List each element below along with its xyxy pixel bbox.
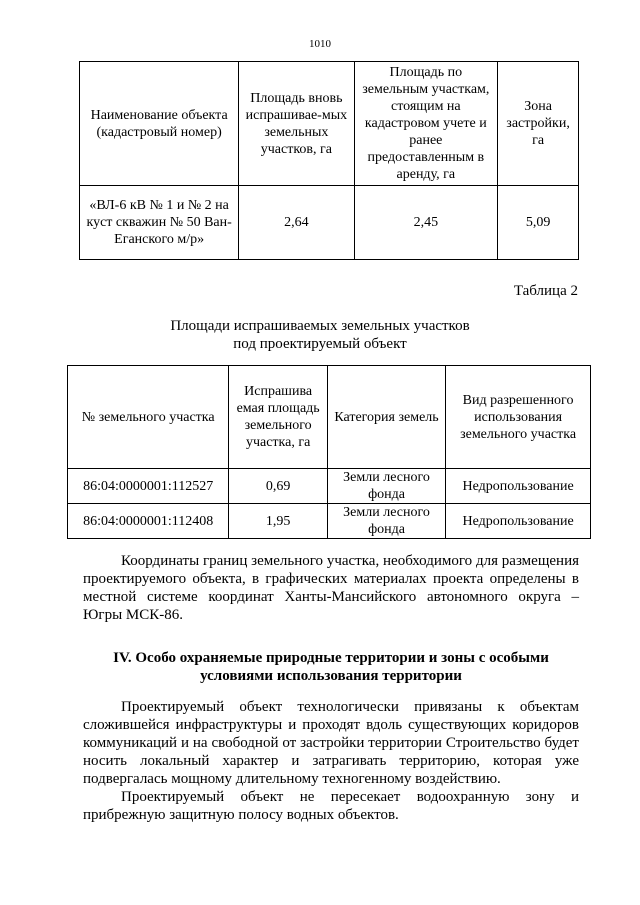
cell-registered-area: 2,45 bbox=[354, 186, 498, 260]
header-land-category: Категория земель bbox=[327, 366, 445, 469]
header-object-name: Наименование объекта (кадастровый номер) bbox=[80, 62, 239, 186]
header-new-area: Площадь вновь испрашивае-мых земельных участков, га bbox=[239, 62, 354, 186]
cell-requested-area: 0,69 bbox=[229, 469, 328, 504]
cell-permitted-use: Недропользование bbox=[446, 504, 591, 539]
requested-plots-table bbox=[67, 365, 591, 539]
header-building-zone: Зона застройки, га bbox=[498, 62, 579, 186]
cell-plot-number: 86:04:0000001:112527 bbox=[68, 469, 229, 504]
table-row bbox=[80, 186, 579, 260]
section-heading: IV. Особо охраняемые природные территории и зоны с особыми условиями использования территории bbox=[113, 650, 549, 684]
header-plot-number: № земельного участка bbox=[68, 366, 229, 469]
table-row bbox=[68, 469, 591, 504]
table-title-line: под проектируемый объект bbox=[233, 336, 407, 352]
cell-land-category: Земли лесного фонда bbox=[327, 504, 445, 539]
table-title bbox=[0, 317, 640, 353]
cell-permitted-use: Недропользование bbox=[446, 469, 591, 504]
header-permitted-use: Вид разрешенного использования земельного участка bbox=[446, 366, 591, 469]
table-header-row bbox=[80, 62, 579, 186]
cell-building-zone: 5,09 bbox=[498, 186, 579, 260]
page-number: 1010 bbox=[309, 38, 331, 50]
coordinates-paragraph: Координаты границ земельного участка, необходимого для размещения проектируемого объекта, в графических материалах проекта определены в местной системе координат Ханты-Мансийского автономного округа – Югры МСК-86. bbox=[83, 553, 579, 623]
land-area-table bbox=[79, 61, 579, 260]
cell-new-area: 2,64 bbox=[239, 186, 354, 260]
table-row bbox=[68, 504, 591, 539]
table-title-line: Площади испрашиваемых земельных участков bbox=[170, 318, 470, 334]
body-paragraph: Проектируемый объект не пересекает водоохранную зону и прибрежную защитную полосу водных объектов. bbox=[83, 789, 579, 823]
table-caption: Таблица 2 bbox=[513, 283, 578, 299]
header-registered-area: Площадь по земельным участкам, стоящим на кадастровом учете и ранее предоставленным в аренду, га bbox=[354, 62, 498, 186]
cell-plot-number: 86:04:0000001:112408 bbox=[68, 504, 229, 539]
cell-requested-area: 1,95 bbox=[229, 504, 328, 539]
body-paragraph: Проектируемый объект технологически привязаны к объектам сложившейся инфраструктуры и проходят вдоль существующих коридоров коммуникаций и на свободной от застройки территории Строительство будет носить локальный характер и затрагивать территорию, которая уже подвергалась мощному длительному техногенному воздействию. bbox=[83, 699, 579, 787]
header-requested-area: Испрашива емая площадь земельного участка, га bbox=[229, 366, 328, 469]
cell-object-name: «ВЛ-6 кВ № 1 и № 2 на куст скважин № 50 Ван-Еганского м/р» bbox=[80, 186, 239, 260]
table-header-row bbox=[68, 366, 591, 469]
cell-land-category: Земли лесного фонда bbox=[327, 469, 445, 504]
